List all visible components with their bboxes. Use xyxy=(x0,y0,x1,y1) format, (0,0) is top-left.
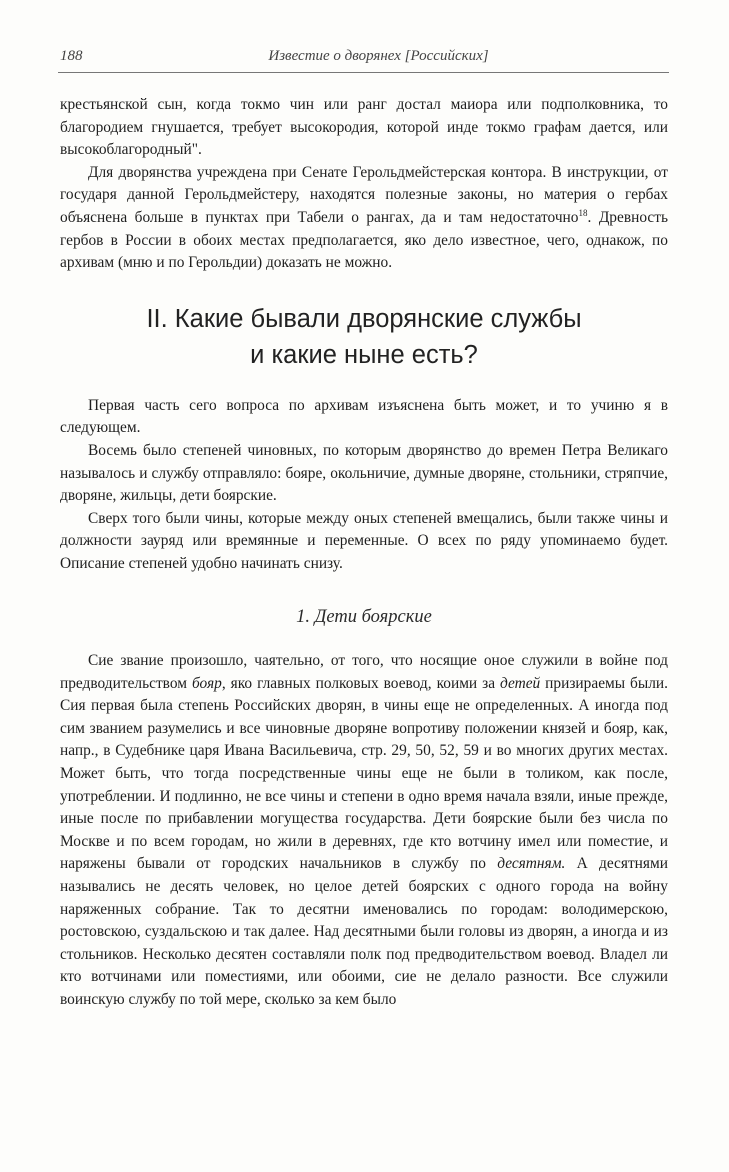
paragraph: Восемь было степеней чиновных, по которым дворянство до времен Петра Великаго называлось и службу отправляло: бояре, окольничие, думные дворяне, стольники, стряпчие, дворяне, жильцы, дети боярские. xyxy=(60,441,668,505)
emphasis: детей xyxy=(499,674,541,692)
paragraph-text: Сие звание произошло, чаятельно, от того, что носящие оное служили в войне под предводительством xyxy=(60,652,668,692)
subsection-title: 1. Дети боярские xyxy=(296,606,432,627)
paragraph-text: А десятнями назывались не десять человек, но целое детей боярских с одного города на войну наряженных собрание. Так то десятни именовались по городам: володимерскою, ростовскою, суздальскою и так далее. Над десятными были головы из дворян, а иногда и из стольников. Несколько десятен составляли полк под предводительством воевод. Владел ли кто вотчинами или поместиями, или обоими, сие не делало разности. Все служили воинскую службу по той мере, сколько за кем было xyxy=(60,855,668,1008)
page-number: 188 xyxy=(60,48,83,64)
running-title: Известие о дворянех [Российских] xyxy=(268,48,489,64)
running-header xyxy=(58,46,669,73)
section-title xyxy=(60,301,668,373)
paragraph-text: . Древность гербов в России в обоих местах предполагается, яко дело известное, чего, однакож, по архивам (мню и по Герольдии) доказать не можно. xyxy=(60,208,668,272)
paragraph-heraldry xyxy=(60,162,668,275)
paragraph-text: , яко главных полковых воевод, коими за xyxy=(221,674,500,692)
paragraph-text: Для дворянства учреждена при Сенате Герольдмейстерская контора. В инструкции, от государя данной Герольдмейстеру, находятся полезные законы, но материя о гербах объяснена больше в пунктах при Табели о рангах, да и там недостаточно xyxy=(60,163,668,226)
paragraph: Первая часть сего вопроса по архивам изъяснена быть может, и то учиню я в следующем. xyxy=(60,396,668,437)
paragraph-deti-boyarskie xyxy=(60,650,668,1012)
paragraph-continuation: крестьянской сын, когда токмо чин или ранг достал маиора или подполковника, то благородием гнушается, требует высокородия, которой инде токмо графам дается, или высокоблагородный". xyxy=(60,96,668,159)
paragraph: Сверх того были чины, которые между оных степеней вмещались, были также чины и должности зауряд или времянные и переменные. О всех по ряду упоминаемо будет. Описание степеней удобно начинать снизу. xyxy=(60,509,668,572)
section-title-line: и какие ныне есть? xyxy=(250,340,478,369)
emphasis: бояр xyxy=(191,674,222,692)
paragraph-text: призираемы были. Сия первая была степень Российских дворян, в чины еще не определенных. А иногда под сим званием разумелись и все чиновные дворяне вопротиву положении князей и бояр, как, напр., в Судебнике царя Ивана Васильевича, стр. 29, 50, 52, 59 и во многих других местах. Может быть, что тогда посредственные чины еще не были в толиком, как после, употреблении. И подлинно, не все чины и степени в одно время начала взяли, иные прежде, иные после по прибавлении могущества государства. Дети боярские были без числа по Москве и по всем городам, но жили в деревнях, где кто вотчину имел или поместие, и наряжены бывали от городских начальников в службу по xyxy=(60,674,668,873)
page-body xyxy=(60,94,668,1012)
section-title-line: II. Какие бывали дворянские службы xyxy=(146,304,582,333)
footnote-ref: 18 xyxy=(578,207,588,218)
emphasis: десятням. xyxy=(497,855,566,873)
